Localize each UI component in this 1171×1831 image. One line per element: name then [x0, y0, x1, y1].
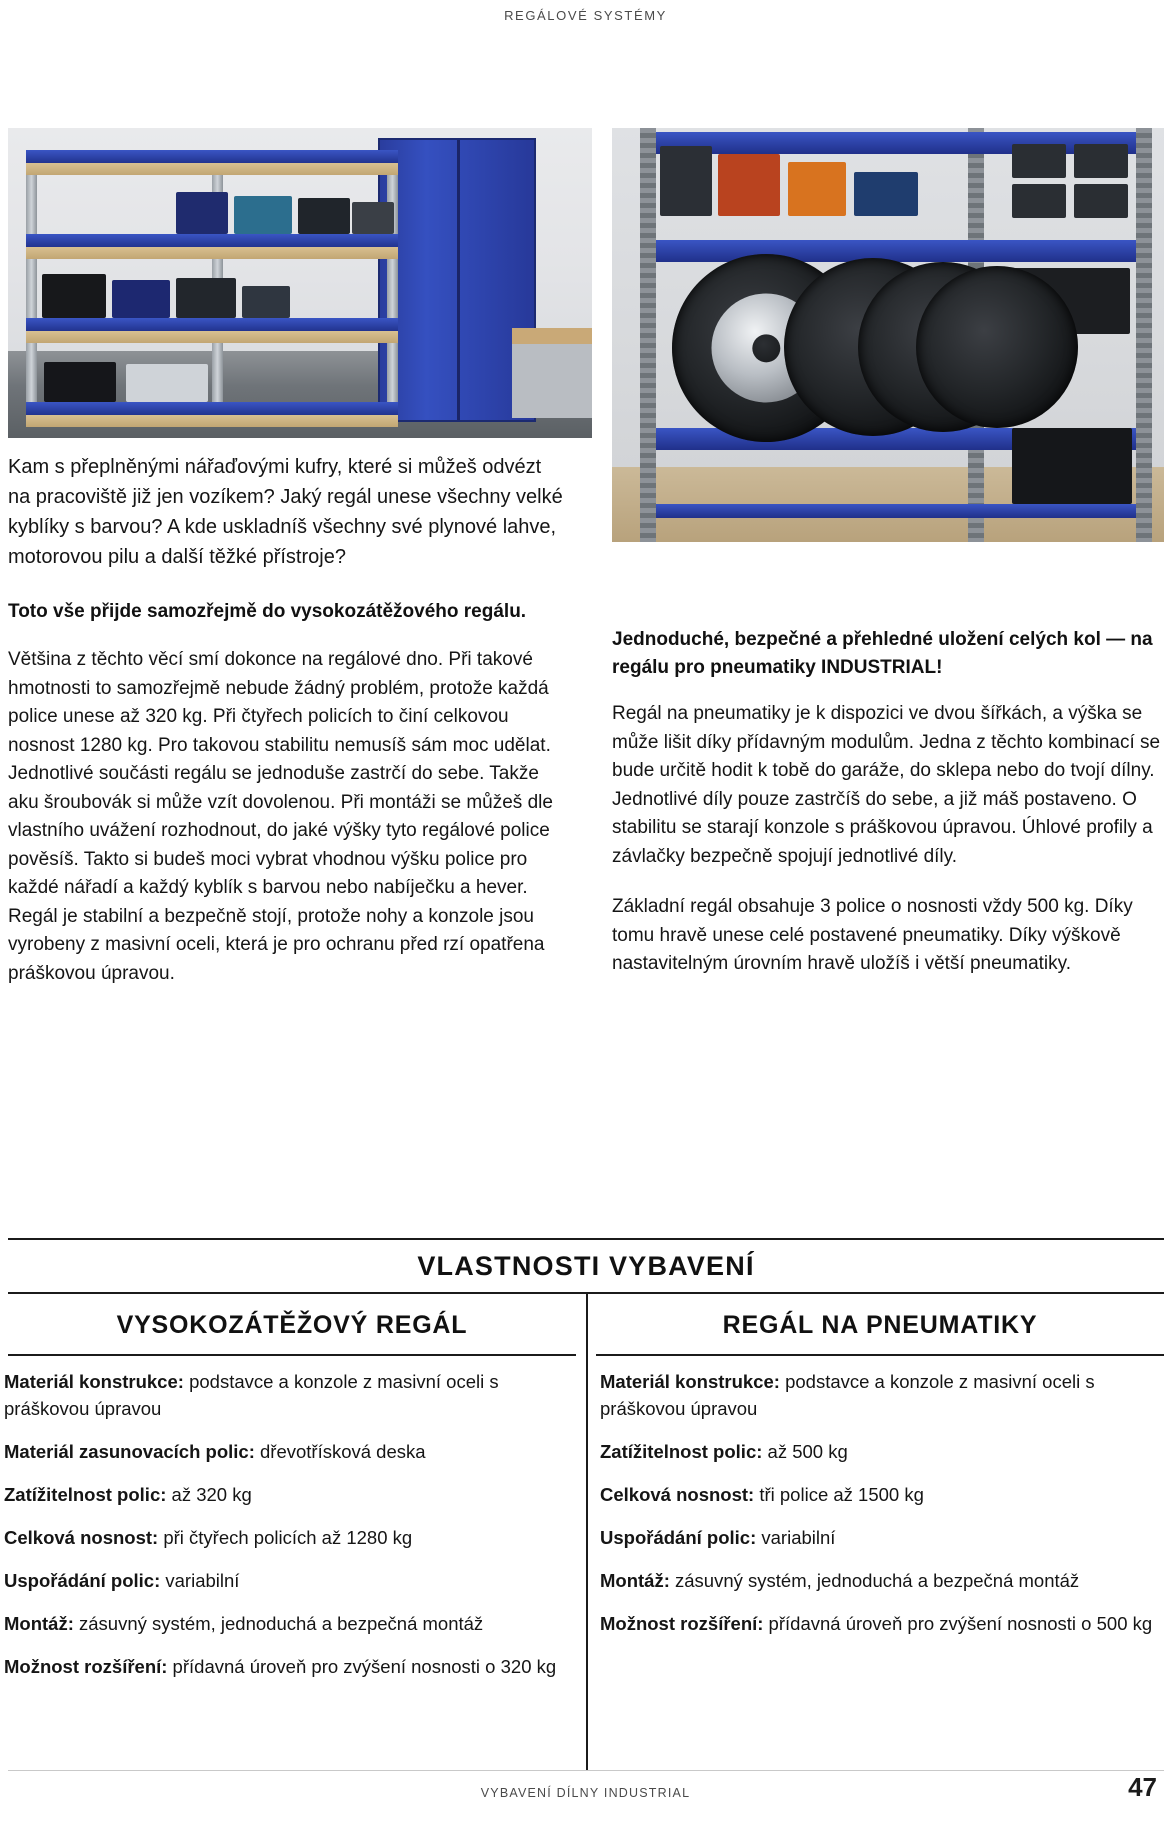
features-section-title: VLASTNOSTI VYBAVENÍ: [417, 1250, 755, 1281]
tool-case-7: [176, 278, 236, 318]
spec-value: dřevotřísková deska: [254, 1441, 426, 1462]
storage-box-7: [1074, 184, 1128, 218]
spec-value: zásuvný systém, jednoduchá a bezpečná montáž: [73, 1613, 484, 1634]
rack-beam-2: [656, 240, 1136, 262]
rack-post-right: [1136, 128, 1152, 542]
shelf-beam-3: [26, 318, 398, 331]
header-title: REGÁLOVÉ SYSTÉMY: [504, 7, 667, 23]
features-section-header: [8, 1244, 1164, 1288]
spec-value: přídavná úroveň pro zvýšení nosnosti o 320 kg: [167, 1656, 557, 1677]
spec-item: [600, 1438, 1160, 1465]
power-tool: [854, 172, 918, 216]
storage-box-5: [1074, 144, 1128, 178]
spec-key: Uspořádání polic:: [4, 1570, 161, 1591]
spec-item: [4, 1524, 570, 1551]
spec-value: zásuvný systém, jednoduchá a bezpečná montáž: [669, 1570, 1080, 1591]
spec-key: Celková nosnost:: [600, 1484, 755, 1505]
spec-key: Montáž:: [4, 1613, 74, 1634]
spec-value: variabilní: [160, 1570, 240, 1591]
wheel-hub-1: [752, 334, 780, 362]
tool-case-2: [234, 196, 292, 234]
spec-value: podstavce a konzole z masivní oceli s práškovou úpravou: [4, 1371, 499, 1419]
spec-item: [4, 1481, 570, 1508]
workbench-top: [512, 328, 592, 344]
tool-case-6: [112, 280, 170, 318]
tool-case-5: [42, 274, 106, 318]
features-right-specs: [600, 1368, 1160, 1653]
spec-item: [4, 1438, 570, 1465]
page-number: 47: [1128, 1772, 1157, 1802]
spec-key: Montáž:: [600, 1570, 670, 1591]
spec-item: [600, 1567, 1160, 1594]
features-column-divider: [586, 1292, 588, 1770]
features-left-specs: [4, 1368, 570, 1696]
spec-item: [4, 1567, 570, 1594]
spec-key: Zatížitelnost polic:: [4, 1484, 167, 1505]
intro-paragraph: Kam s přeplněnými nářaďovými kufry, které si můžeš odvézt na pracoviště již jen vozíkem? Jaký regál unese všechny velké kyblíky s barvou? A kde uskladníš všechny své plynové lahve, motorovou pilu a další těžké přístroje?: [8, 456, 563, 568]
right-body-paragraph-2: Základní regál obsahuje 3 police o nosnosti vždy 500 kg. Díky tomu hravě unese celé postavené pneumatiky. Díky výškově nastavitelným úrovním hravě uložíš i větší pneumatiky.: [612, 896, 1133, 974]
spec-key: Celková nosnost:: [4, 1527, 159, 1548]
spec-key: Materiál konstrukce:: [4, 1371, 184, 1392]
spec-key: Uspořádání polic:: [600, 1527, 757, 1548]
spec-key: Možnost rozšíření:: [600, 1613, 764, 1634]
shelf-post-left: [26, 150, 37, 420]
tire-rack-photo: [612, 128, 1164, 542]
metal-case: [126, 364, 208, 402]
spec-value: při čtyřech policích až 1280 kg: [158, 1527, 413, 1548]
right-body-paragraph-1: Regál na pneumatiky je k dispozici ve dvou šířkách, a výška se může lišit díky přídavným modulům. Jedna z těchto kombinací se bude určitě hodit k tobě do garáže, do sklepa nebo do tvojí dílny. Jednotlivé díly pouze zastrčíš do sebe, a již máš postaveno. O stabilitu se starají konzole s práškovou úpravou. Úhlové profily a závlačky bezpečně spojují jednotlivé díly.: [612, 703, 1161, 867]
footer-text: VYBAVENÍ DÍLNY INDUSTRIAL: [480, 1786, 691, 1800]
rack-beam-bottom: [656, 504, 1136, 518]
shelf-board-3: [26, 331, 398, 343]
storage-box-2: [718, 154, 780, 216]
features-top-rule: [8, 1238, 1164, 1240]
shelf-board-4: [26, 415, 398, 427]
lead-paragraph: Toto vše přijde samozřejmě do vysokozátěžového regálu.: [8, 601, 527, 622]
spec-key: Materiál konstrukce:: [600, 1371, 780, 1392]
features-right-title: REGÁL NA PNEUMATIKY: [722, 1310, 1038, 1339]
spec-value: přídavná úroveň pro zvýšení nosnosti o 500 kg: [763, 1613, 1153, 1634]
shelving-frame: [26, 150, 398, 420]
tool-case-8: [242, 286, 290, 318]
shelf-beam-1: [26, 150, 398, 163]
page-header: [0, 0, 1171, 30]
shelf-beam-4: [26, 402, 398, 415]
rolling-case: [44, 362, 116, 402]
spec-item: [600, 1368, 1160, 1422]
shelf-post-right: [387, 150, 398, 420]
rack-post-left: [640, 128, 656, 542]
right-column-heading: Jednoduché, bezpečné a přehledné uložení celých kol — na regálu pro pneumatiky INDUSTRIAL!: [612, 629, 1153, 678]
spec-key: Možnost rozšíření:: [4, 1656, 168, 1677]
spec-value: variabilní: [756, 1527, 836, 1548]
spec-value: podstavce a konzole z masivní oceli s práškovou úpravou: [600, 1371, 1095, 1419]
spec-item: [600, 1481, 1160, 1508]
shelf-beam-2: [26, 234, 398, 247]
tool-case-1: [176, 192, 228, 234]
workbench-body: [512, 344, 592, 418]
tool-case-3: [298, 198, 350, 234]
storage-box-3: [788, 162, 846, 216]
spec-item: [600, 1524, 1160, 1551]
storage-box-1: [660, 146, 712, 216]
storage-box-9: [1012, 428, 1132, 504]
spec-item: [4, 1610, 570, 1637]
spec-item: [4, 1653, 570, 1680]
workshop-shelving-photo: [8, 128, 592, 438]
footer-rule: [8, 1770, 1164, 1771]
storage-box-6: [1012, 184, 1066, 218]
spec-key: Zatížitelnost polic:: [600, 1441, 763, 1462]
spec-key: Materiál zasunovacích polic:: [4, 1441, 255, 1462]
spec-value: až 320 kg: [166, 1484, 252, 1505]
features-left-title: VYSOKOZÁTĚŽOVÝ REGÁL: [116, 1310, 468, 1339]
spec-value: až 500 kg: [762, 1441, 848, 1462]
spec-value: tři police až 1500 kg: [754, 1484, 924, 1505]
spec-item: [4, 1368, 570, 1422]
shelf-board-2: [26, 247, 398, 259]
features-left-rule: [8, 1354, 576, 1356]
features-right-rule: [596, 1354, 1164, 1356]
shelf-board-1: [26, 163, 398, 175]
tool-case-4: [352, 202, 394, 234]
spec-item: [600, 1610, 1160, 1637]
tire-4: [916, 266, 1078, 428]
storage-box-4: [1012, 144, 1066, 178]
right-column-body: [612, 700, 1164, 1001]
left-column-body: Většina z těchto věcí smí dokonce na regálové dno. Při takové hmotnosti to samozřejmě nebude žádný problém, protože každá police unese až 320 kg. Při čtyřech policích to činí celkovou nosnost 1280 kg. Pro takovou stabilitu nemusíš sám moc udělat. Jednotlivé součásti regálu se jednoduše zastrčí do sebe. Takže aku šroubovák si může vzít dovolenou. Při montáži se můžeš dle vlastního uvážení rozhodnout, do jaké výšky tyto regálové police pověsíš. Takto si budeš moci vybrat vhodnou výšku police pro každé nářadí a každý kyblík s barvou nebo nabíječku a hever. Regál je stabilní a bezpečně stojí, protože nohy a konzole jsou vyrobeny z masivní oceli, která je pro ochranu před rzí opatřena práškovou úpravou.: [8, 649, 553, 984]
